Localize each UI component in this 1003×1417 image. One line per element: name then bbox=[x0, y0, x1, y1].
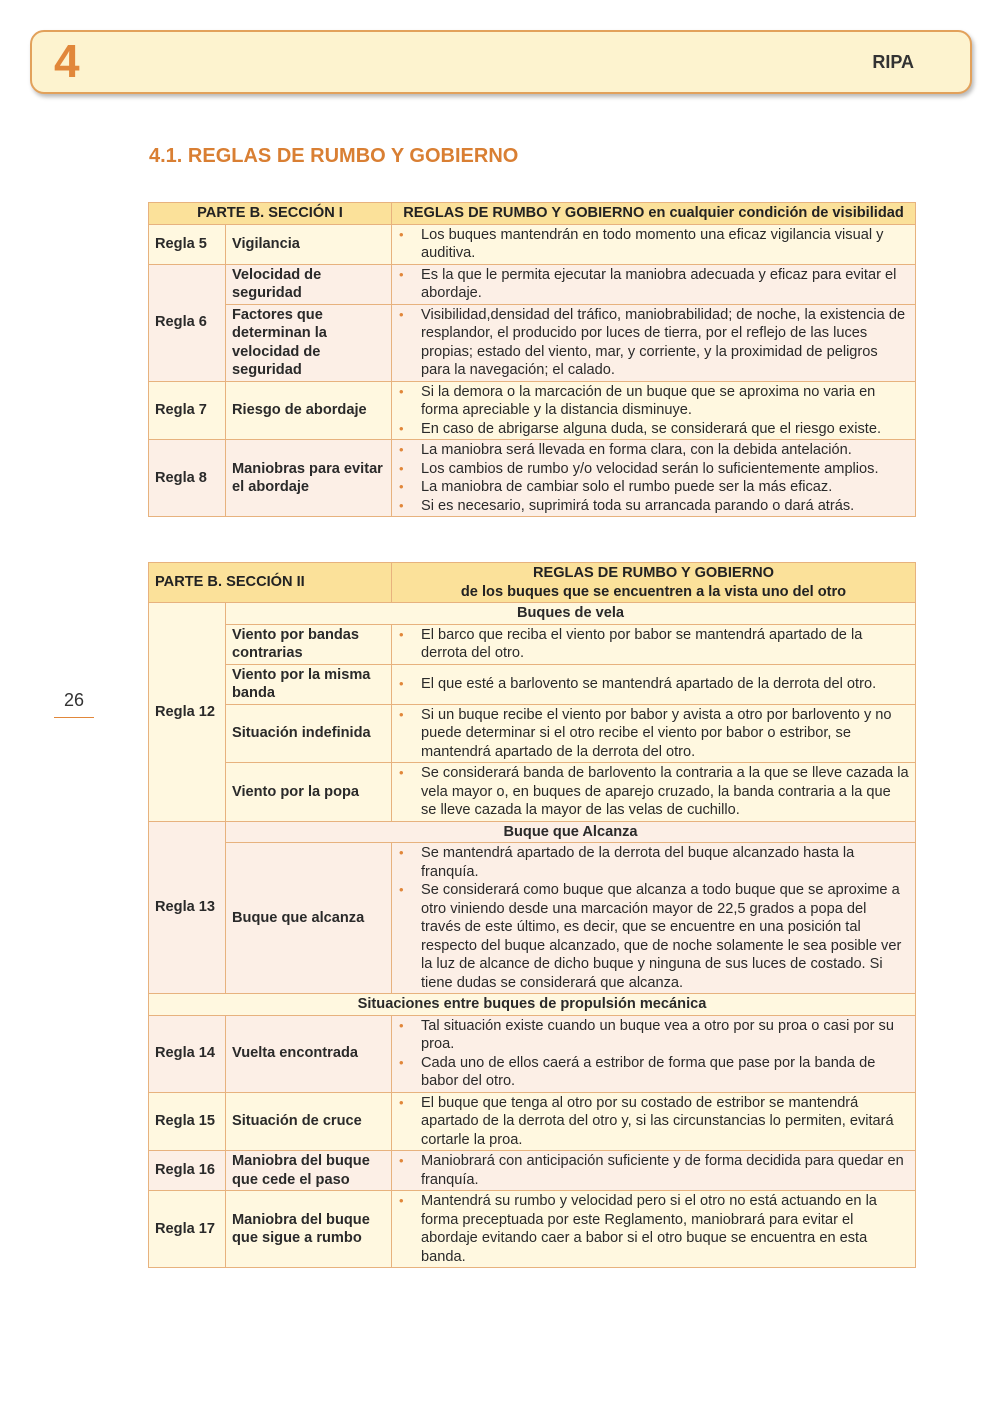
rules-table-section-1 bbox=[148, 202, 916, 517]
bullet-item: • Se mantendrá apartado de la derrota del buque alcanzado hasta la franquía. bbox=[398, 844, 909, 881]
rule-description bbox=[392, 1092, 916, 1151]
bullet-item: • Si la demora o la marcación de un buque que se aproxima no varia en forma apreciable y la distancia disminuye. bbox=[398, 383, 909, 420]
bullet-list bbox=[398, 764, 909, 820]
rule-description bbox=[392, 1015, 916, 1092]
rule-row bbox=[149, 704, 916, 763]
rule-topic: Vigilancia bbox=[226, 224, 392, 264]
rule-topic: Viento por bandas contrarias bbox=[226, 624, 392, 664]
bullet-list bbox=[398, 306, 909, 380]
page-number: 26 bbox=[54, 690, 94, 718]
rule-number: Regla 16 bbox=[149, 1151, 226, 1191]
bullet-list bbox=[398, 266, 909, 303]
bullet-item: • La maniobra será llevada en forma clara, con la debida antelación. bbox=[398, 441, 909, 460]
rule-topic: Buque que alcanza bbox=[226, 843, 392, 994]
rule-row bbox=[149, 381, 916, 440]
rule-number: Regla 8 bbox=[149, 440, 226, 517]
rule-description bbox=[392, 704, 916, 763]
bullet-item: • Mantendrá su rumbo y velocidad pero si el otro no está actuando en la forma preceptuada por este Reglamento, maniobrará para evitar el abordaje evitando caer a babor si el otro buque se encuentra en esta banda. bbox=[398, 1192, 909, 1266]
rule-topic: Factores que determinan la velocidad de seguridad bbox=[226, 304, 392, 381]
bullet-list bbox=[398, 441, 909, 515]
bullet-item: • Si un buque recibe el viento por babor y avista a otro por barlovento y no puede determinar si el otro recibe el viento por babor o estribor, se mantendrá apartado de la derrota del otro. bbox=[398, 706, 909, 762]
bullet-list bbox=[398, 1192, 909, 1266]
bullet-item: • La maniobra de cambiar solo el rumbo puede ser la más eficaz. bbox=[398, 478, 909, 497]
rule-row bbox=[149, 664, 916, 704]
rule-description bbox=[392, 304, 916, 381]
rule-description bbox=[392, 664, 916, 704]
rule-topic: Viento por la popa bbox=[226, 763, 392, 822]
rule-row bbox=[149, 224, 916, 264]
table1-header-left: PARTE B. SECCIÓN I bbox=[149, 203, 392, 225]
table2-header-left: PARTE B. SECCIÓN II bbox=[149, 563, 392, 603]
subheading-buques-de-vela: Buques de vela bbox=[226, 603, 916, 625]
bullet-item: • Cada uno de ellos caerá a estribor de forma que pase por la banda de babor del otro. bbox=[398, 1054, 909, 1091]
rule-topic: Maniobra del buque que cede el paso bbox=[226, 1151, 392, 1191]
rule-number: Regla 12 bbox=[149, 603, 226, 822]
bullet-item: • En caso de abrigarse alguna duda, se considerará que el riesgo existe. bbox=[398, 420, 909, 439]
rule-topic: Maniobra del buque que sigue a rumbo bbox=[226, 1191, 392, 1268]
rule-number: Regla 5 bbox=[149, 224, 226, 264]
bullet-item: • Maniobrará con anticipación suficiente y de forma decidida para quedar en franquía. bbox=[398, 1152, 909, 1189]
rule-number: Regla 7 bbox=[149, 381, 226, 440]
chapter-number: 4 bbox=[54, 35, 80, 87]
bullet-item: • El que esté a barlovento se mantendrá apartado de la derrota del otro. bbox=[398, 675, 909, 694]
rules-table-section-2 bbox=[148, 562, 916, 1268]
rule-description bbox=[392, 224, 916, 264]
section-title: 4.1. REGLAS DE RUMBO Y GOBIERNO bbox=[149, 145, 519, 167]
bullet-list bbox=[398, 626, 909, 663]
bullet-item: • Los cambios de rumbo y/o velocidad serán lo suficientemente amplios. bbox=[398, 460, 909, 479]
rule-description bbox=[392, 763, 916, 822]
bullet-item: • Tal situación existe cuando un buque vea a otro por su proa o casi por su proa. bbox=[398, 1017, 909, 1054]
bullet-list bbox=[398, 1017, 909, 1091]
table2-header-right-line2: de los buques que se encuentren a la vista uno del otro bbox=[460, 583, 847, 600]
bullet-list bbox=[398, 226, 909, 263]
rule-description bbox=[392, 1191, 916, 1268]
table2-header-right bbox=[392, 563, 916, 603]
rule-row bbox=[149, 1191, 916, 1268]
rule-description bbox=[392, 440, 916, 517]
bullet-list bbox=[398, 706, 909, 762]
bullet-item: • Se considerará como buque que alcanza a todo buque que se aproxime a otro viniendo desde una marcación mayor de 22,5 grados a popa del través de este último, es decir, que se encuentre en una posición tal respecto del buque alcanzado, que de noche solamente le sea posible ver la luz de alcance de dicho buque y ninguna de sus luces de costado. Si tiene dudas se considerará que alcanza. bbox=[398, 881, 909, 992]
bullet-list bbox=[398, 1094, 909, 1150]
rule-topic: Velocidad de seguridad bbox=[226, 264, 392, 304]
bullet-item: • El barco que reciba el viento por babor se mantendrá apartado de la derrota del otro. bbox=[398, 626, 909, 663]
rule-topic: Vuelta encontrada bbox=[226, 1015, 392, 1092]
rule-topic: Situación indefinida bbox=[226, 704, 392, 763]
bullet-item: • Visibilidad,densidad del tráfico, maniobrabilidad; de noche, la existencia de resplandor, el producido por luces de tierra, por el reflejo de las luces propias; estado del viento, mar, y corriente, y la proximidad de peligros para la navegación; el calado. bbox=[398, 306, 909, 380]
bullet-item: • Los buques mantendrán en todo momento una eficaz vigilancia visual y auditiva. bbox=[398, 226, 909, 263]
rule-number: Regla 13 bbox=[149, 821, 226, 994]
rule-row bbox=[149, 440, 916, 517]
rule-row bbox=[149, 1015, 916, 1092]
bullet-list bbox=[398, 1152, 909, 1189]
rule-topic: Riesgo de abordaje bbox=[226, 381, 392, 440]
rule-row bbox=[149, 763, 916, 822]
rule-topic: Situación de cruce bbox=[226, 1092, 392, 1151]
rule-topic: Viento por la misma banda bbox=[226, 664, 392, 704]
bullet-item: • Se considerará banda de barlovento la contraria a la que se lleve cazada la vela mayor o, en buques de aparejo cruzado, la banda contraria a la que se lleve cazada la mayor de las velas de cuchillo. bbox=[398, 764, 909, 820]
rule-row bbox=[149, 843, 916, 994]
rule-row bbox=[149, 624, 916, 664]
bullet-list bbox=[398, 675, 909, 694]
rule-description bbox=[392, 381, 916, 440]
book-title: RIPA bbox=[872, 52, 914, 72]
rule-row bbox=[149, 304, 916, 381]
rule-number: Regla 6 bbox=[149, 264, 226, 381]
rule-description bbox=[392, 843, 916, 994]
table2-header-right-line1: REGLAS DE RUMBO Y GOBIERNO bbox=[532, 565, 775, 581]
chapter-header-bar bbox=[30, 30, 972, 94]
table1-header-right: REGLAS DE RUMBO Y GOBIERNO en cualquier condición de visibilidad bbox=[392, 203, 916, 225]
subheading-buque-que-alcanza: Buque que Alcanza bbox=[226, 821, 916, 843]
bullet-item: • Si es necesario, suprimirá toda su arrancada parando o dará atrás. bbox=[398, 497, 909, 516]
rule-description bbox=[392, 1151, 916, 1191]
bullet-list bbox=[398, 844, 909, 992]
bullet-item: • Es la que le permita ejecutar la maniobra adecuada y eficaz para evitar el abordaje. bbox=[398, 266, 909, 303]
rule-number: Regla 15 bbox=[149, 1092, 226, 1151]
bullet-list bbox=[398, 383, 909, 439]
rule-description bbox=[392, 264, 916, 304]
subheading-propulsion-mecanica: Situaciones entre buques de propulsión mecánica bbox=[149, 994, 916, 1016]
rule-row bbox=[149, 264, 916, 304]
rule-number: Regla 14 bbox=[149, 1015, 226, 1092]
rule-row bbox=[149, 1092, 916, 1151]
rule-description bbox=[392, 624, 916, 664]
rule-topic: Maniobras para evitar el abordaje bbox=[226, 440, 392, 517]
rule-number: Regla 17 bbox=[149, 1191, 226, 1268]
rule-row bbox=[149, 1151, 916, 1191]
bullet-item: • El buque que tenga al otro por su costado de estribor se mantendrá apartado de la derrota del otro y, si las circunstancias lo permiten, evitará cortarle la proa. bbox=[398, 1094, 909, 1150]
